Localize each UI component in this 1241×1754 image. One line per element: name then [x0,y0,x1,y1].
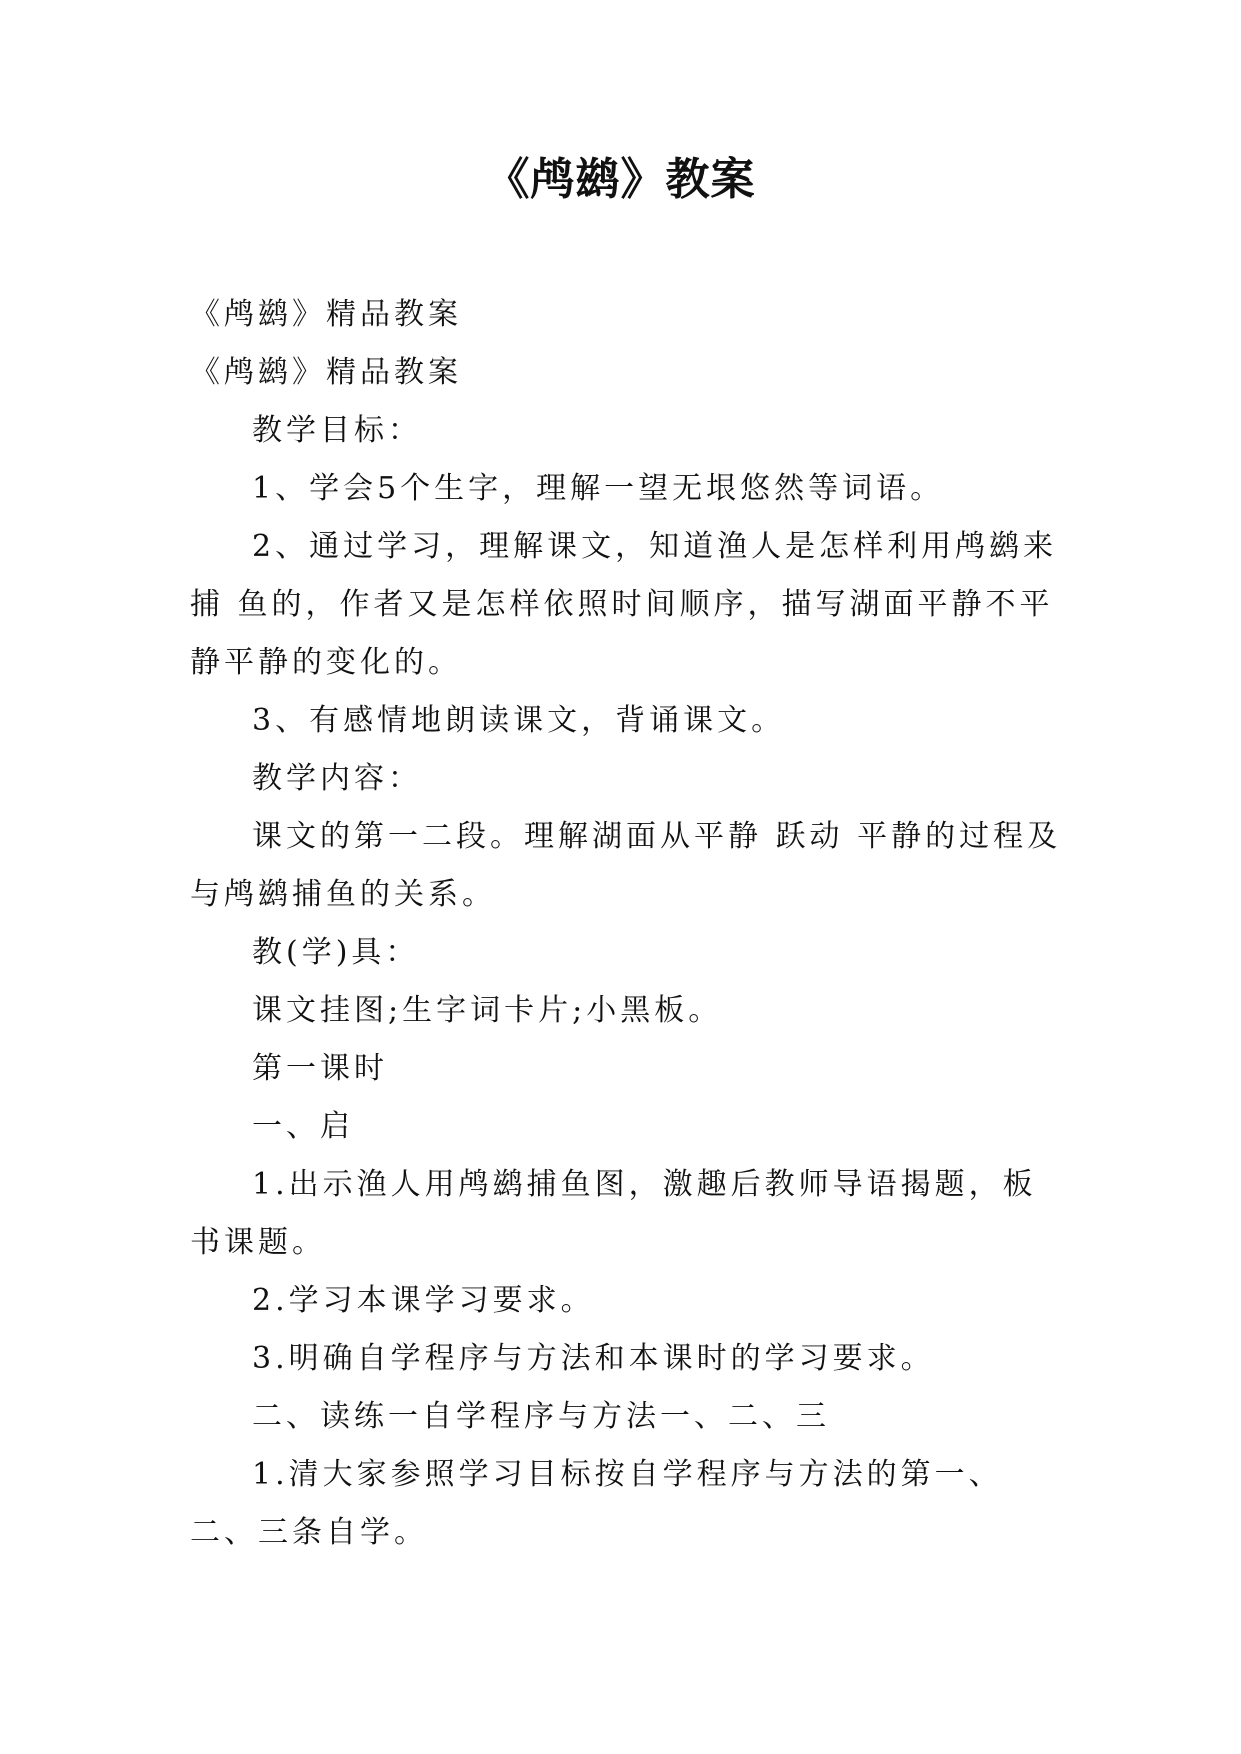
paragraph: 教学目标： [252,413,422,448]
paragraph: 课文的第一二段。理解湖面从平静 跃动 平静的过程及与鸬鹚捕鱼的关系。 [190,819,1062,912]
paragraph: 3、有感情地朗读课文，背诵课文。 [252,703,786,738]
paragraph: 《鸬鹚》精品教案 [190,355,462,390]
paragraph: 1.清大家参照学习目标按自学程序与方法的第一、二、三条自学。 [190,1457,1003,1550]
paragraph: 一、启 [252,1109,354,1144]
paragraph: 1、学会5个生字，理解一望无垠悠然等词语。 [252,471,945,506]
paragraph: 第一课时 [252,1051,388,1086]
paragraph: 教学内容： [252,761,422,796]
paragraph: 二、读练一自学程序与方法一、二、三 [252,1399,830,1434]
paragraph: 2、通过学习，理解课文，知道渔人是怎样利用鸬鹚来捕 鱼的，作者又是怎样依照时间顺序，描写湖面平静不平静平静的变化的。 [190,529,1058,680]
paragraph: 2.学习本课学习要求。 [252,1283,595,1318]
paragraph: 《鸬鹚》精品教案 [190,297,462,332]
paragraph: 1.出示渔人用鸬鹚捕鱼图，激趣后教师导语揭题，板书课题。 [190,1167,1037,1260]
paragraph: 3.明确自学程序与方法和本课时的学习要求。 [252,1341,935,1376]
document-body [190,286,1070,1562]
paragraph: 课文挂图;生字词卡片;小黑板。 [252,993,723,1028]
document-title: 《鸬鹚》教案 [485,154,756,205]
paragraph: 教(学)具： [252,935,420,970]
